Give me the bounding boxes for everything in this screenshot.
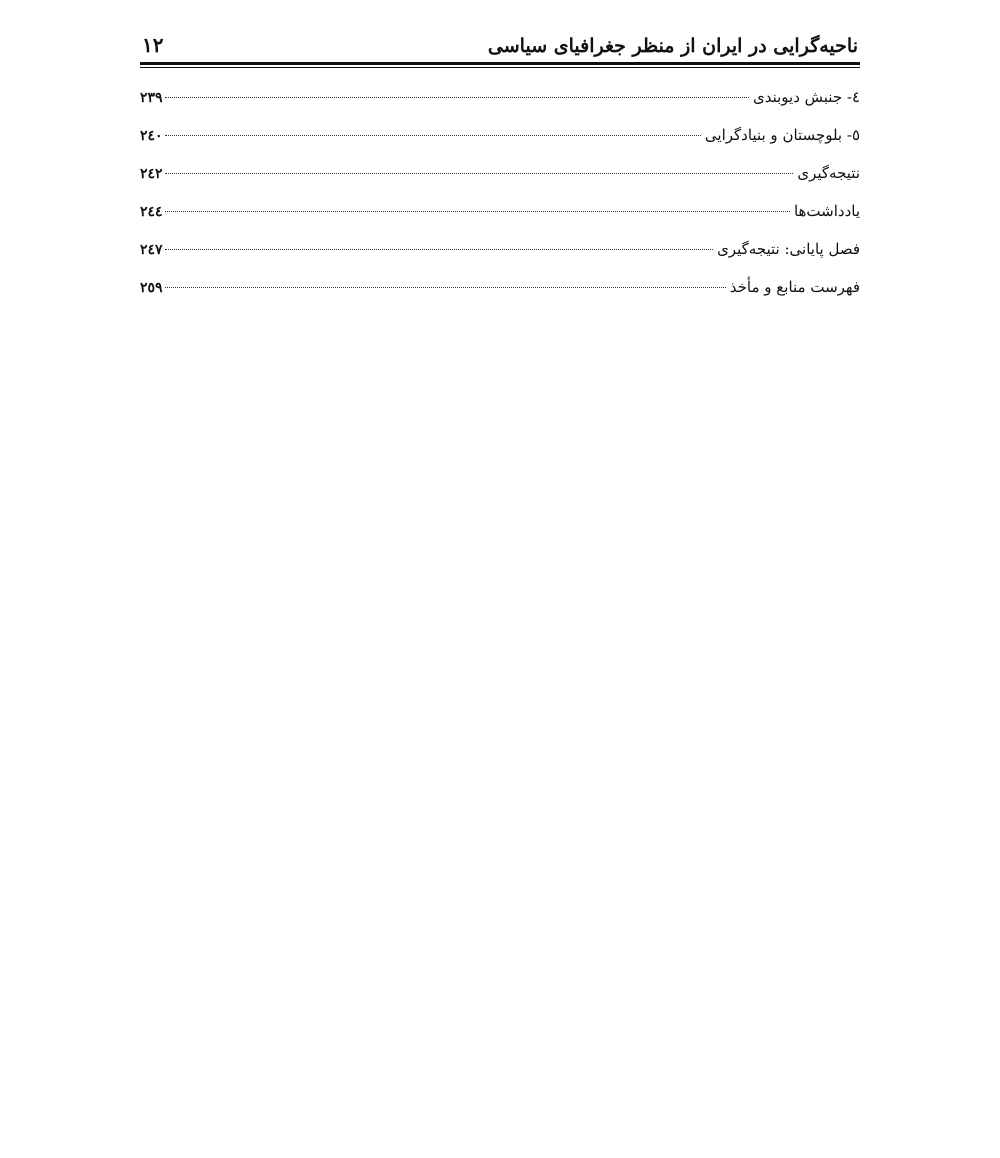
dot-leader — [165, 97, 749, 98]
toc-entry[interactable] — [140, 230, 860, 268]
toc-entry-title: ٥- بلوچستان و بنیادگرایی — [704, 126, 860, 144]
dot-leader — [165, 173, 794, 174]
toc-entry-title: فهرست منابع و مأخذ — [729, 278, 860, 296]
toc-entry[interactable] — [140, 116, 860, 154]
dot-leader — [165, 135, 701, 136]
dot-leader — [165, 211, 790, 212]
book-title: ناحیه‌گرایی در ایران از منظر جغرافیای سیاسی — [487, 35, 858, 57]
toc-entry[interactable] — [140, 268, 860, 306]
toc-entry-page: ۲٥۹ — [140, 280, 163, 296]
toc-entry-title: نتیجه‌گیری — [797, 164, 860, 182]
toc-entry-title: فصل پایانی: نتیجه‌گیری — [717, 240, 860, 258]
header-rule — [140, 62, 860, 68]
toc-entry-page: ۲٤٤ — [140, 204, 163, 220]
toc-entry[interactable] — [140, 192, 860, 230]
document-page — [140, 28, 860, 306]
table-of-contents — [140, 78, 860, 306]
toc-entry-title: یادداشت‌ها — [793, 202, 860, 220]
toc-entry-page: ۲٤۰ — [140, 128, 163, 144]
dot-leader — [165, 287, 726, 288]
running-header — [140, 28, 860, 60]
dot-leader — [165, 249, 714, 250]
page-number: ۱۲ — [142, 33, 164, 57]
toc-entry[interactable] — [140, 78, 860, 116]
toc-entry-page: ۲٤۷ — [140, 242, 163, 258]
toc-entry[interactable] — [140, 154, 860, 192]
toc-entry-page: ۲٤۲ — [140, 166, 163, 182]
toc-entry-title: ٤- جنبش دیوبندی — [752, 88, 860, 106]
toc-entry-page: ۲۳۹ — [140, 90, 163, 106]
